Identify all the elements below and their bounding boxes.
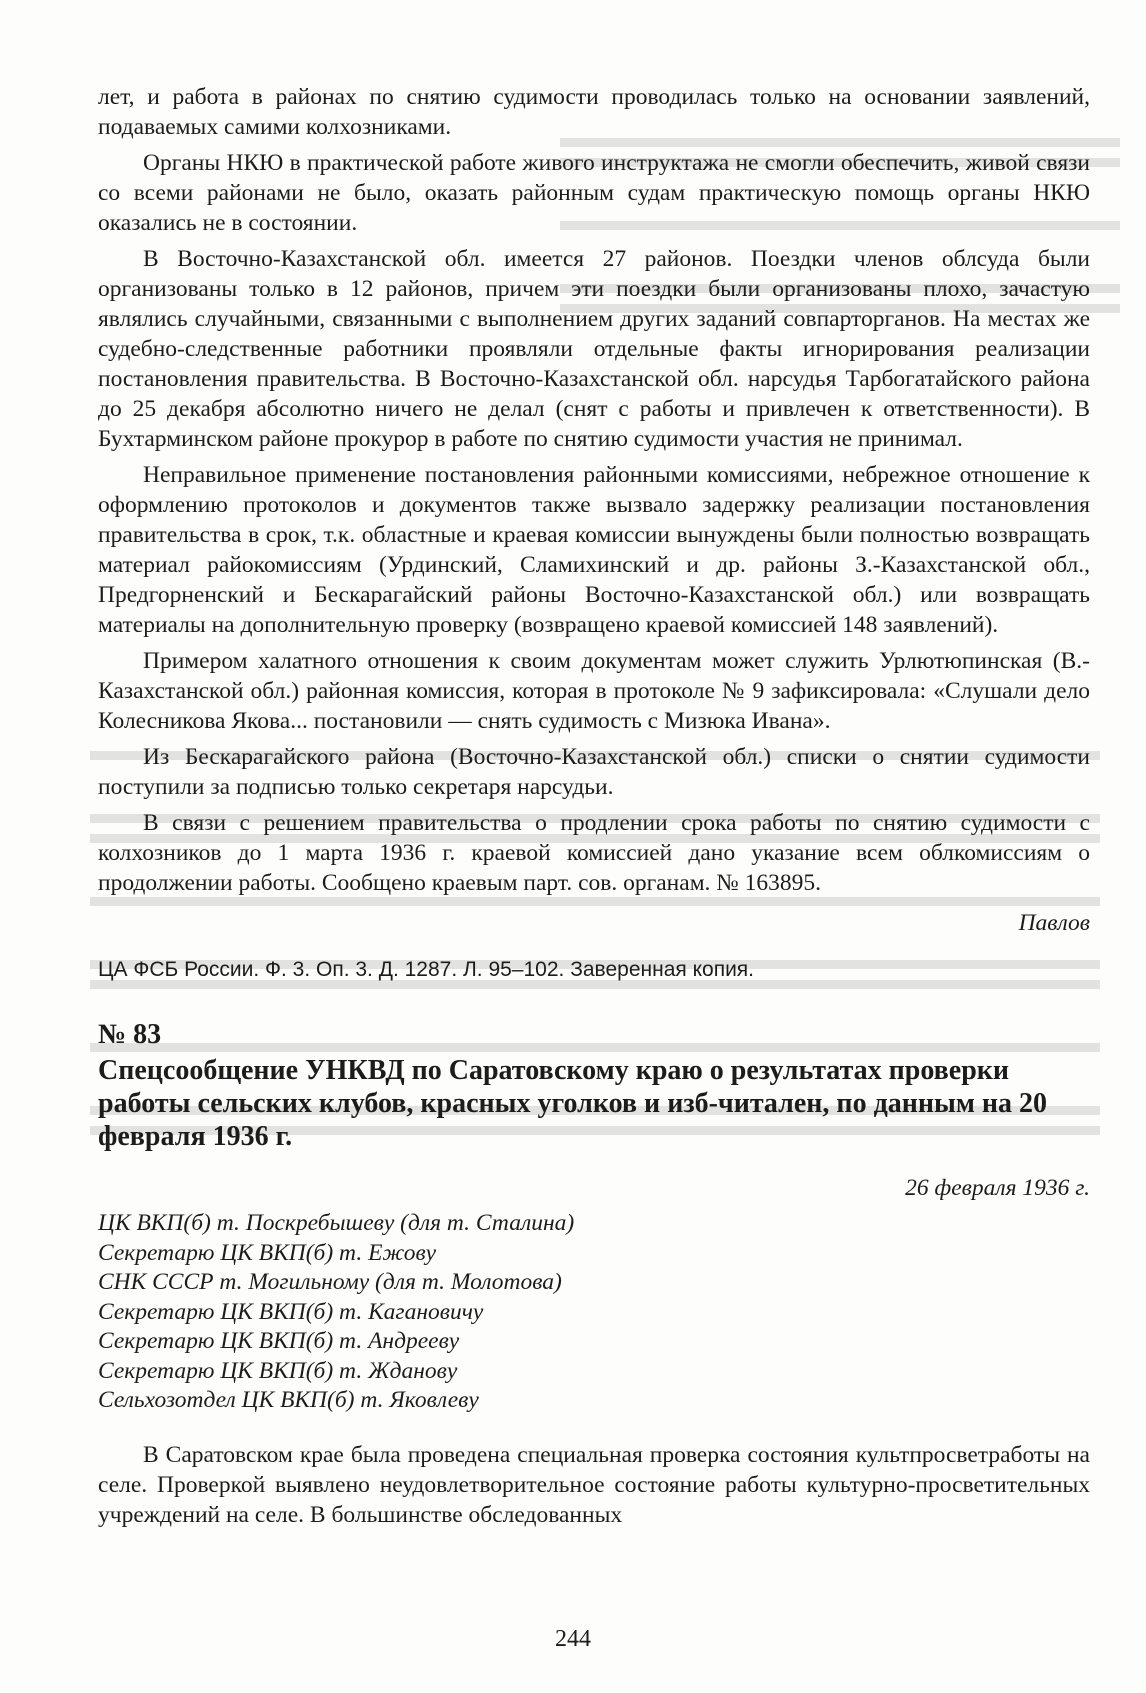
document-number: № 83 bbox=[98, 1019, 162, 1050]
recipient-item: СНК СССР т. Могильному (для т. Молотова) bbox=[98, 1269, 562, 1295]
page-number: 244 bbox=[555, 1626, 591, 1652]
recipient-item: Секретарю ЦК ВКП(б) т. Жданову bbox=[98, 1357, 458, 1384]
recipient-item: Сельхозотдел ЦК ВКП(б) т. Яковлеву bbox=[98, 1387, 479, 1413]
signature: Павлов bbox=[1018, 910, 1090, 936]
archive-source: ЦА ФСБ России. Ф. 3. Оп. 3. Д. 1287. Л. 95–102. Заверенная копия. bbox=[98, 958, 755, 981]
recipient-item: Секретарю ЦК ВКП(б) т. Ежову bbox=[98, 1239, 437, 1266]
paragraph-extension: В связи с решением правительства о продлении срока работы по снятию судимости с колхозников до 1 марта 1936 г. краевой комиссией дано указание всем облкомиссиям о продолжении работы. Сообщено краевым парт. сов. органам. № 163895. bbox=[98, 810, 1090, 896]
recipient-item: Секретарю ЦК ВКП(б) т. Кагановичу bbox=[98, 1298, 484, 1325]
recipient-item: ЦК ВКП(б) т. Поскребышеву (для т. Сталина) bbox=[98, 1210, 575, 1236]
paragraph-saratov-check: В Саратовском крае была проведена специальная проверка состояния культпросветработы на селе. Проверкой выявлено неудовлетворительное состояние работы культурно-просветительных учреждений на селе. В большинстве обследованных bbox=[98, 1441, 1090, 1528]
recipient-item: Секретарю ЦК ВКП(б) т. Андрееву bbox=[98, 1328, 460, 1354]
paragraph-beskaragai: Из Бескарагайского района (Восточно-Казахстанской обл.) списки о снятии судимости поступили за подписью только секретаря нарсудьи. bbox=[98, 744, 1090, 800]
document-title: Спецсообщение УНКВД по Саратовскому краю о результатах проверки работы сельских клубов, красных уголков и изб-читален, по данным на 20 февраля 1936 г. bbox=[98, 1055, 1048, 1152]
paragraph-incorrect-application: Неправильное применение постановления районными комиссиями, небрежное отношение к оформлению протоколов и документов также вызвало задержку реализации постановления правительства в срок, т.к. областные и краевая комиссии вынуждены были полностью возвращать материал райокомиссиям (Урдинский, Сламихинский и др. районы З.-Казахстанской обл., Предгорненский и Бескарагайский районы Восточно-Казахстанской обл.) или возвращать материалы на дополнительную проверку (возвращено краевой комиссией 148 заявлений). bbox=[98, 462, 1090, 638]
page-content bbox=[98, 82, 1090, 1530]
paragraph-nkyu-organs: Органы НКЮ в практической работе живого инструктажа не смогли обеспечить, живой связи со всеми районами не было, оказать районным судам практическую помощь органы НКЮ оказались не в состоянии. bbox=[98, 150, 1090, 236]
recipients-list bbox=[98, 1209, 1090, 1416]
document-date: 26 февраля 1936 г. bbox=[905, 1175, 1090, 1201]
paragraph-negligence-example: Примером халатного отношения к своим документам может служить Урлютюпинская (В.-Казахстанской обл.) районная комиссия, которая в протоколе № 9 зафиксировала: «Слушали дело Колесникова Якова... постановили — снять судимость с Мизюка Ивана». bbox=[98, 648, 1090, 734]
paragraph-east-kazakhstan: В Восточно-Казахстанской обл. имеется 27 районов. Поездки членов облсуда были организованы только в 12 районов, причем эти поездки были организованы плохо, зачастую являлись случайными, связанными с выполнением других заданий совпарторганов. На местах же судебно-следственные работники проявляли отдельные факты игнорирования реализации постановления правительства. В Восточно-Казахстанской обл. нарсудья Тарбогатайского района до 25 декабря абсолютно ничего не делал (снят с работы и привлечен к ответственности). В Бухтарминском районе прокурор в работе по снятию судимости участия не принимал. bbox=[98, 246, 1090, 452]
paragraph-continuation: лет, и работа в районах по снятию судимости проводилась только на основании заявлений, подаваемых самими колхозниками. bbox=[98, 84, 1090, 140]
